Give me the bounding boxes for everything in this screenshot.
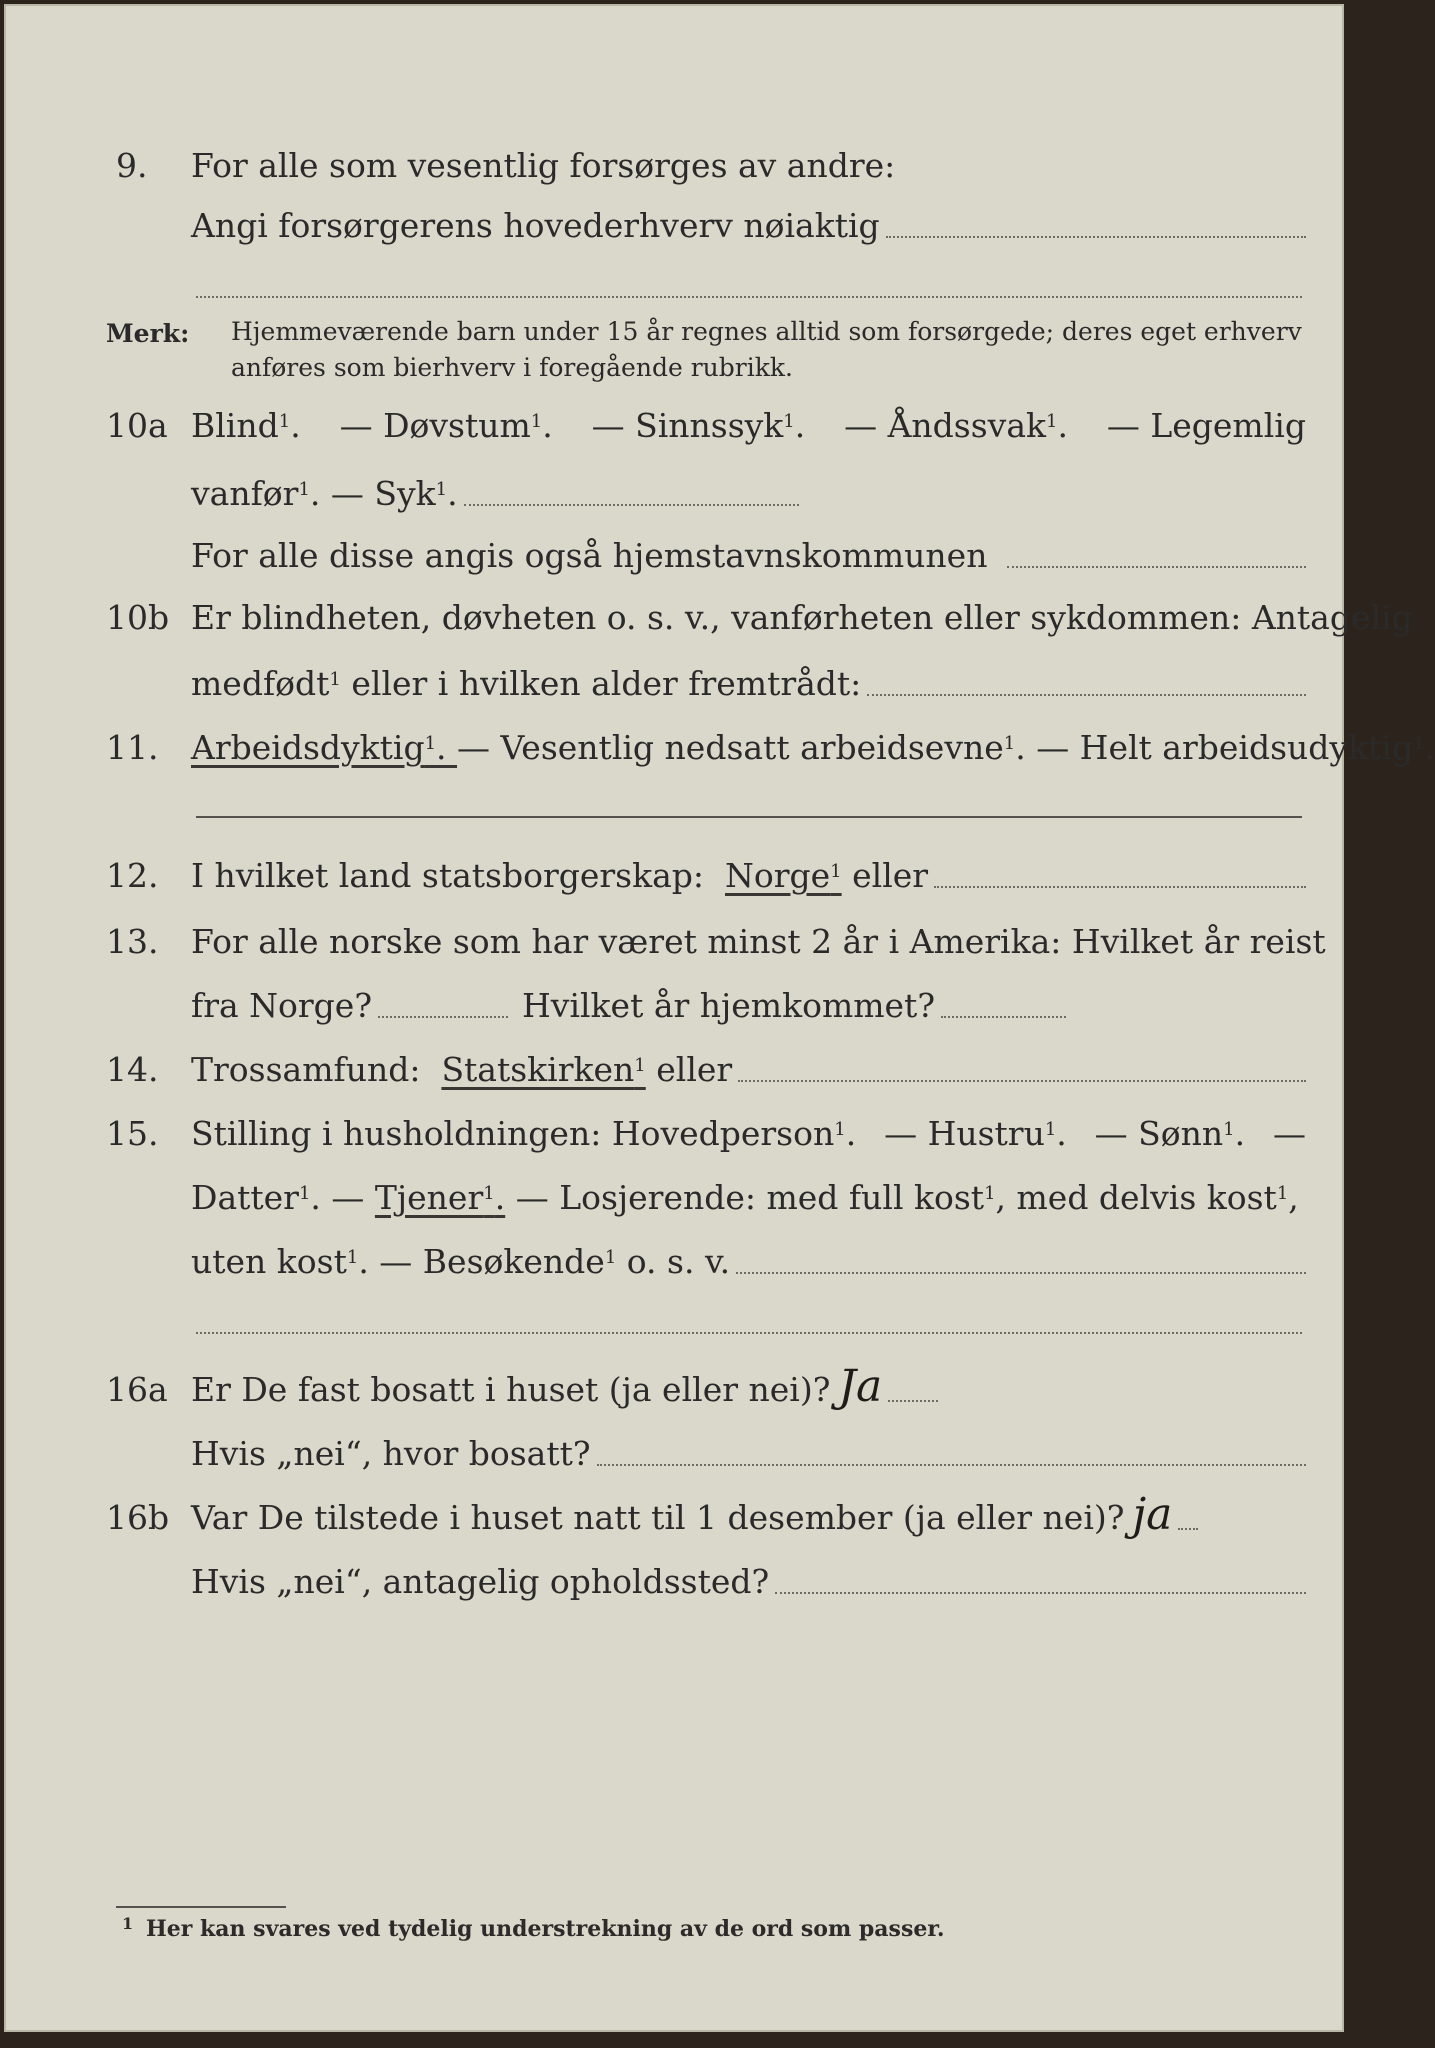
q10b-question: Er blindheten, døvheten o. s. v., vanførheten eller sykdommen: Antagelig <box>191 598 1413 637</box>
footnote-number: 1 <box>122 1914 134 1933</box>
q12-eller: eller <box>852 856 929 895</box>
option-uten-kost: uten kost$^1$. <box>191 1242 380 1281</box>
q11-number: 11. <box>106 728 159 767</box>
option-legemlig: — Legemlig <box>1106 406 1306 445</box>
q16a-number: 16a <box>106 1370 168 1409</box>
q15-number: 15. <box>106 1114 159 1153</box>
q9-question: For alle som vesentlig forsørges av andre: <box>191 146 896 185</box>
merk-label: Merk: <box>106 319 190 348</box>
q9-answer-field[interactable] <box>886 235 1306 238</box>
q16a-followup-label: Hvis „nei“, hvor bosatt? <box>191 1434 591 1473</box>
q16a-question: Er De fast bosatt i huset (ja eller nei)? <box>191 1370 831 1409</box>
q10a-hometown-label: For alle disse angis også hjemstavnskommunen <box>191 536 988 575</box>
q16b-number: 16b <box>106 1498 170 1537</box>
q15-dash-2: — <box>331 1178 365 1217</box>
footnote <box>122 1914 945 1942</box>
q16a-answer-field[interactable] <box>888 1399 938 1402</box>
option-andssvak: — Åndssvak$^1$. <box>844 406 1068 445</box>
merk-note <box>6 314 1346 394</box>
q9-provider-occupation-label: Angi forsørgerens hovederhverv nøiaktig <box>191 206 880 245</box>
option-datter: Datter$^1$. <box>191 1178 332 1217</box>
q10b-age-field[interactable] <box>867 693 1306 696</box>
q16a-handwritten-answer[interactable]: Ja <box>838 1361 883 1412</box>
q14-number: 14. <box>106 1050 159 1089</box>
option-norge: Norge$^1$ <box>725 856 842 895</box>
q9-answer-line-2[interactable] <box>196 296 1302 298</box>
option-sinnssyk: — Sinnssyk$^1$. <box>591 406 806 445</box>
q10b-age-label: eller i hvilken alder fremtrådt: <box>351 664 862 703</box>
q10a-syk-field[interactable] <box>464 503 799 506</box>
option-nedsatt: — Vesentlig nedsatt arbeidsevne$^1$. <box>457 728 1037 767</box>
q15-dash: — <box>1272 1114 1306 1153</box>
q15-other-field[interactable] <box>736 1271 1306 1274</box>
footnote-rule <box>116 1906 286 1908</box>
q16b-followup-field[interactable] <box>775 1591 1306 1594</box>
q15-answer-line[interactable] <box>196 1332 1302 1334</box>
q10a-number: 10a <box>106 406 168 445</box>
q14-eller: eller <box>656 1050 733 1089</box>
option-vanfor: vanfør$^1$. <box>191 474 331 513</box>
q14-question: Trossamfund: <box>191 1050 421 1089</box>
q16a-followup-field[interactable] <box>597 1463 1306 1466</box>
q10a-hometown-field[interactable] <box>1007 565 1306 568</box>
q16b-followup-label: Hvis „nei“, antagelig opholdssted? <box>191 1562 770 1601</box>
q16b-question: Var De tilstede i huset natt til 1 desember (ja eller nei)? <box>191 1498 1125 1537</box>
q16b-answer-field[interactable] <box>1178 1527 1198 1530</box>
option-delvis-kost: , med delvis kost$^1$, <box>995 1178 1299 1217</box>
option-udyktig: — Helt arbeidsudyktig$^1$. <box>1036 728 1435 767</box>
q13-number: 13. <box>106 922 159 961</box>
q15-osv: o. s. v. <box>626 1242 731 1281</box>
q13-return-field[interactable] <box>941 1015 1066 1018</box>
option-sonn: — Sønn$^1$. <box>1094 1114 1246 1153</box>
q13-question: For alle norske som har været minst 2 år i Amerika: Hvilket år reist <box>191 922 1326 961</box>
option-blind: Blind$^1$. <box>191 406 301 445</box>
option-hovedperson: Stilling i husholdningen: Hovedperson$^1$. <box>191 1114 857 1153</box>
q16b-handwritten-answer[interactable]: ja <box>1132 1489 1173 1540</box>
q12-other-country-field[interactable] <box>934 885 1306 888</box>
q10b-number: 10b <box>106 598 170 637</box>
option-tjener: Tjener$^1$. <box>374 1178 506 1217</box>
option-syk: — Syk$^1$. <box>330 474 458 513</box>
option-hustru: — Hustru$^1$. <box>884 1114 1067 1153</box>
q13-return-label: Hvilket år hjemkommet? <box>522 986 936 1025</box>
census-form-page <box>4 4 1435 2032</box>
option-medfodt: medfødt$^1$ <box>191 664 341 703</box>
q9-number: 9. <box>116 146 148 185</box>
divider <box>196 816 1302 818</box>
option-full-kost: — Losjerende: med full kost$^1$ <box>515 1178 996 1217</box>
option-dovstum: — Døvstum$^1$. <box>339 406 553 445</box>
option-arbeidsdyktig: Arbeidsdyktig$^1$. <box>191 728 458 767</box>
option-statskirken: Statskirken$^1$ <box>441 1050 646 1089</box>
merk-text: Hjemmeværende barn under 15 år regnes alltid som forsørgede; deres eget erhverv anføres som bierhverv i foregående rubrikk. <box>231 317 1302 382</box>
q13-departure-field[interactable] <box>378 1015 508 1018</box>
option-besokende: — Besøkende$^1$ <box>379 1242 617 1281</box>
q13-departure-label: fra Norge? <box>191 986 373 1025</box>
q12-question: I hvilket land statsborgerskap: <box>191 856 705 895</box>
footnote-text: Her kan svares ved tydelig understrekning av de ord som passer. <box>146 1916 945 1942</box>
q14-other-faith-field[interactable] <box>738 1079 1306 1082</box>
q12-number: 12. <box>106 856 159 895</box>
